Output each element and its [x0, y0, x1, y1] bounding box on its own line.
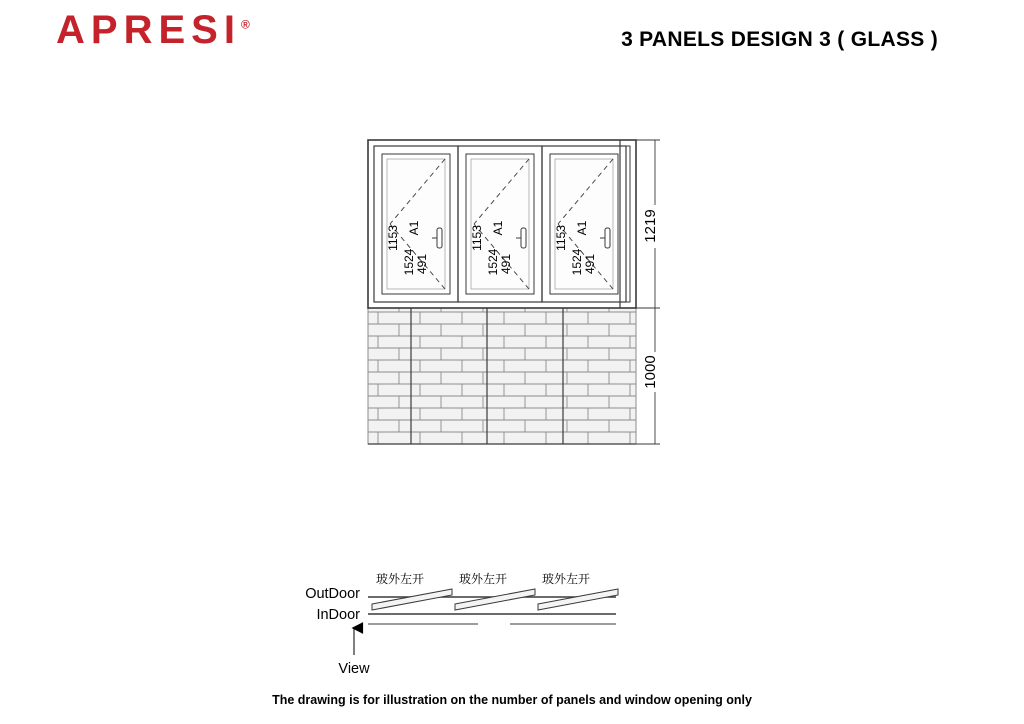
indoor-label: InDoor — [316, 607, 360, 623]
panel-3-opening-label: 玻外左开 — [542, 572, 591, 586]
panel-2-height-label: 1153 — [470, 225, 484, 251]
page-title: 3 PANELS DESIGN 3 ( GLASS ) — [621, 28, 938, 51]
panel-1-height-label: 1153 — [386, 225, 400, 251]
brick-wall — [368, 308, 636, 444]
panel-3-width-label: 1524 — [570, 248, 584, 276]
opening-plan-diagram — [305, 571, 618, 677]
outdoor-label: OutDoor — [305, 586, 360, 602]
panel-2-width-label: 1524 — [486, 248, 500, 276]
panel-3-inner-label: 491 — [583, 253, 597, 275]
overall-height-label: 1219 — [642, 209, 659, 243]
panel-1-inner-label: 491 — [415, 253, 429, 275]
wall-height-label: 1000 — [642, 355, 659, 389]
panel-3-sash-code: A1 — [575, 220, 589, 236]
dimension-wall-height — [636, 308, 660, 444]
view-label: View — [338, 661, 370, 677]
panel-3-height-label: 1153 — [554, 225, 568, 251]
panel-1-opening-label: 玻外左开 — [376, 572, 425, 586]
registered-trademark-icon: ® — [240, 17, 250, 32]
panel-1-sash-code: A1 — [407, 220, 421, 236]
plan-sash-2 — [455, 589, 535, 610]
dimension-overall-height — [636, 140, 660, 308]
brand-logo-text: APRESI — [56, 8, 241, 52]
panel-2-sash-code: A1 — [491, 220, 505, 236]
panel-2-inner-label: 491 — [499, 253, 513, 275]
panel-2-opening-label: 玻外左开 — [459, 572, 508, 586]
plan-sash-1 — [372, 589, 452, 610]
panel-1-width-label: 1524 — [402, 248, 416, 276]
footer-note: The drawing is for illustration on the number of panels and window opening only — [272, 693, 752, 707]
plan-sash-3 — [538, 589, 618, 610]
